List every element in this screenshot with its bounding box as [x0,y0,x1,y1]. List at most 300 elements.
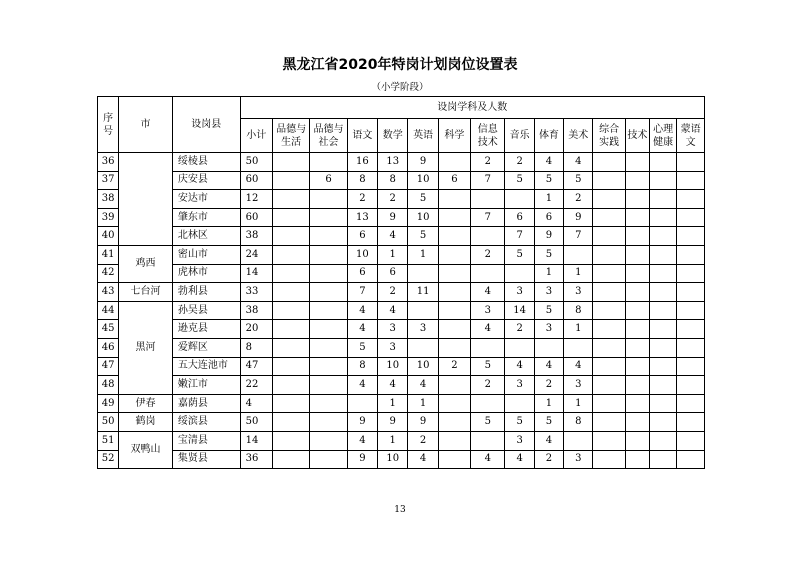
value-cell: 6 [505,208,534,227]
value-cell [471,190,505,209]
value-cell: 3 [534,283,563,302]
value-cell [471,264,505,283]
value-cell [593,357,625,376]
value-cell: 10 [378,450,408,469]
value-cell [310,413,347,432]
value-cell: 1 [408,394,438,413]
value-cell [677,227,705,246]
value-cell: 7 [347,283,377,302]
value-cell: 2 [471,153,505,172]
value-cell: 38 [240,301,272,320]
value-cell [677,283,705,302]
header-subject-text: 数学 [382,130,403,141]
value-cell: 3 [534,320,563,339]
value-cell: 9 [408,153,438,172]
row-number: 47 [98,357,119,376]
value-cell [438,450,470,469]
value-cell [438,208,470,227]
value-cell [625,190,649,209]
value-cell [310,190,347,209]
value-cell: 4 [347,376,377,395]
value-cell: 5 [471,357,505,376]
value-cell: 2 [378,283,408,302]
header-subject-text: 音乐 [509,130,530,141]
value-cell [438,190,470,209]
value-cell [677,450,705,469]
header-subject [471,119,505,153]
value-cell: 60 [240,208,272,227]
value-cell [650,227,677,246]
value-cell: 4 [505,357,534,376]
header-subject [564,119,593,153]
value-cell: 4 [564,153,593,172]
value-cell [593,413,625,432]
value-cell [272,283,309,302]
value-cell: 4 [505,450,534,469]
value-cell [272,320,309,339]
value-cell [438,394,470,413]
value-cell: 7 [471,208,505,227]
page-number: 13 [394,505,406,515]
value-cell [272,245,309,264]
value-cell: 8 [347,171,377,190]
value-cell [505,394,534,413]
header-subject [310,119,347,153]
header-subject-text: 综合 [599,123,620,135]
value-cell: 7 [505,227,534,246]
value-cell: 2 [347,190,377,209]
value-cell: 9 [378,208,408,227]
value-cell: 1 [564,264,593,283]
value-cell [650,376,677,395]
value-cell [677,413,705,432]
table-row [98,394,705,413]
table-row [98,153,705,172]
value-cell [310,431,347,450]
city-cell: 伊春 [119,394,173,413]
value-cell [310,450,347,469]
value-cell [310,245,347,264]
header-subject-text: 社会 [318,136,339,148]
value-cell [408,301,438,320]
county-cell: 绥棱县 [172,153,240,172]
value-cell [471,394,505,413]
value-cell: 1 [564,320,593,339]
value-cell: 3 [471,301,505,320]
value-cell: 2 [408,431,438,450]
value-cell: 8 [347,357,377,376]
header-subject-text: 健康 [653,136,674,148]
value-cell: 5 [505,171,534,190]
value-cell: 2 [534,376,563,395]
value-cell [650,431,677,450]
county-cell: 爱辉区 [172,338,240,357]
value-cell [625,413,649,432]
value-cell: 1 [534,190,563,209]
header-seq [98,97,119,153]
value-cell: 4 [534,431,563,450]
value-cell: 4 [564,357,593,376]
value-cell [625,227,649,246]
value-cell [677,264,705,283]
value-cell: 6 [347,264,377,283]
value-cell [438,338,470,357]
value-cell [310,394,347,413]
value-cell [310,376,347,395]
value-cell [650,245,677,264]
header-subject-text: 文 [685,136,696,148]
value-cell [471,338,505,357]
value-cell [677,376,705,395]
header-subject-text: 品德与 [313,123,344,135]
header-subject [240,119,272,153]
city-cell: 七台河 [119,283,173,302]
value-cell [650,357,677,376]
value-cell [593,245,625,264]
value-cell [408,264,438,283]
header-subject [534,119,563,153]
row-number: 50 [98,413,119,432]
header-subject [408,119,438,153]
row-number: 43 [98,283,119,302]
value-cell: 5 [534,413,563,432]
value-cell: 1 [408,245,438,264]
row-number: 52 [98,450,119,469]
value-cell [593,283,625,302]
value-cell: 8 [564,301,593,320]
row-number: 39 [98,208,119,227]
value-cell: 4 [471,320,505,339]
value-cell [625,338,649,357]
value-cell [650,283,677,302]
value-cell: 4 [347,320,377,339]
value-cell: 60 [240,171,272,190]
value-cell [650,171,677,190]
value-cell [438,283,470,302]
header-subject [505,119,534,153]
value-cell [625,450,649,469]
value-cell: 9 [534,227,563,246]
value-cell: 9 [378,413,408,432]
value-cell: 8 [240,338,272,357]
value-cell: 10 [347,245,377,264]
header-subject-text: 美术 [568,130,589,141]
document-subtitle: （小学阶段） [371,82,429,93]
header-county: 设岗县 [172,97,240,153]
value-cell [438,264,470,283]
value-cell: 10 [408,357,438,376]
table-row [98,264,705,283]
header-seq-line2: 号 [103,125,114,137]
value-cell [593,301,625,320]
value-cell: 16 [347,153,377,172]
value-cell: 3 [564,376,593,395]
value-cell: 5 [408,190,438,209]
value-cell: 13 [378,153,408,172]
value-cell [593,227,625,246]
value-cell: 8 [564,413,593,432]
county-cell: 肇东市 [172,208,240,227]
value-cell: 3 [564,450,593,469]
value-cell: 2 [505,320,534,339]
value-cell [272,357,309,376]
value-cell [677,153,705,172]
value-cell [677,394,705,413]
header-subject-text: 体育 [538,130,559,141]
value-cell [677,431,705,450]
value-cell: 2 [471,376,505,395]
value-cell: 10 [378,357,408,376]
value-cell [650,450,677,469]
county-cell: 勃利县 [172,283,240,302]
value-cell [650,208,677,227]
value-cell [677,357,705,376]
value-cell [310,283,347,302]
value-cell [272,301,309,320]
header-subject [593,119,625,153]
value-cell [505,264,534,283]
county-cell: 北林区 [172,227,240,246]
value-cell [438,376,470,395]
value-cell [310,227,347,246]
value-cell [677,208,705,227]
table-row [98,431,705,450]
table-row [98,208,705,227]
value-cell [438,227,470,246]
table-header [98,97,705,153]
value-cell [593,171,625,190]
value-cell [534,338,563,357]
table-row [98,357,705,376]
value-cell [272,153,309,172]
value-cell [650,338,677,357]
value-cell: 6 [534,208,563,227]
value-cell [593,208,625,227]
header-subject-text: 信息 [477,123,498,135]
table-row [98,338,705,357]
header-subject-text: 心理 [653,123,674,135]
value-cell: 5 [347,338,377,357]
header-subject-text: 科学 [444,130,465,141]
value-cell: 8 [378,171,408,190]
city-cell: 鸡西 [119,245,173,282]
table-row [98,245,705,264]
value-cell [505,190,534,209]
value-cell [310,264,347,283]
value-cell [272,208,309,227]
header-subject-text: 实践 [599,136,620,148]
header-subject-text: 技术 [477,136,498,148]
county-cell: 嘉荫县 [172,394,240,413]
table-row [98,320,705,339]
value-cell: 2 [378,190,408,209]
value-cell [593,450,625,469]
value-cell: 4 [378,376,408,395]
value-cell: 24 [240,245,272,264]
value-cell [677,338,705,357]
value-cell: 1 [534,264,563,283]
value-cell: 22 [240,376,272,395]
value-cell: 4 [534,153,563,172]
value-cell: 2 [564,190,593,209]
header-subject-text: 技术 [627,130,648,141]
value-cell [310,208,347,227]
value-cell: 5 [564,171,593,190]
value-cell: 50 [240,413,272,432]
value-cell: 1 [378,245,408,264]
value-cell [650,153,677,172]
value-cell [625,357,649,376]
table-row [98,190,705,209]
header-seq-line1: 序 [103,112,114,124]
value-cell [593,376,625,395]
county-cell: 安达市 [172,190,240,209]
row-number: 49 [98,394,119,413]
value-cell [272,450,309,469]
value-cell: 20 [240,320,272,339]
value-cell [272,394,309,413]
value-cell: 4 [471,450,505,469]
positions-table [97,96,705,469]
header-subject-text: 小计 [246,130,267,141]
value-cell [625,301,649,320]
value-cell [677,320,705,339]
value-cell [347,394,377,413]
value-cell [438,413,470,432]
value-cell [310,338,347,357]
value-cell: 10 [408,171,438,190]
county-cell: 逊克县 [172,320,240,339]
value-cell [272,264,309,283]
value-cell: 4 [408,376,438,395]
value-cell: 9 [347,413,377,432]
value-cell: 3 [378,320,408,339]
county-cell: 孙吴县 [172,301,240,320]
table-row [98,301,705,320]
value-cell [310,357,347,376]
value-cell [593,338,625,357]
row-number: 42 [98,264,119,283]
city-cell: 黑河 [119,301,173,394]
value-cell: 6 [347,227,377,246]
value-cell: 1 [378,431,408,450]
value-cell [272,376,309,395]
row-number: 46 [98,338,119,357]
value-cell: 5 [408,227,438,246]
value-cell [593,190,625,209]
value-cell [272,190,309,209]
value-cell [625,208,649,227]
value-cell: 4 [471,283,505,302]
table-row [98,413,705,432]
value-cell: 3 [564,283,593,302]
value-cell: 5 [505,245,534,264]
value-cell: 1 [534,394,563,413]
header-subject-text: 生活 [281,136,302,148]
value-cell: 9 [408,413,438,432]
header-subject [378,119,408,153]
value-cell [310,153,347,172]
county-cell: 五大连池市 [172,357,240,376]
value-cell: 3 [505,376,534,395]
value-cell: 50 [240,153,272,172]
header-subject [438,119,470,153]
value-cell [471,431,505,450]
value-cell [272,171,309,190]
header-subject-group: 设岗学科及人数 [240,97,704,119]
value-cell: 3 [378,338,408,357]
row-number: 40 [98,227,119,246]
value-cell: 47 [240,357,272,376]
row-number: 44 [98,301,119,320]
value-cell [677,301,705,320]
value-cell [625,283,649,302]
value-cell [625,245,649,264]
city-cell: 鹤岗 [119,413,173,432]
value-cell [677,190,705,209]
value-cell: 6 [438,171,470,190]
value-cell [272,227,309,246]
table-row [98,376,705,395]
value-cell [505,338,534,357]
header-subject [272,119,309,153]
value-cell [438,245,470,264]
county-cell: 集贤县 [172,450,240,469]
value-cell [310,320,347,339]
value-cell [677,171,705,190]
value-cell [625,320,649,339]
city-cell [119,153,173,246]
row-number: 36 [98,153,119,172]
header-subject-text: 蒙语 [680,123,701,135]
county-cell: 嫩江市 [172,376,240,395]
value-cell [593,431,625,450]
county-cell: 绥滨县 [172,413,240,432]
value-cell [677,245,705,264]
table-body [98,153,705,469]
value-cell [438,431,470,450]
value-cell [438,153,470,172]
row-number: 45 [98,320,119,339]
value-cell: 3 [505,283,534,302]
value-cell [564,338,593,357]
value-cell [408,338,438,357]
value-cell [272,413,309,432]
value-cell: 5 [534,245,563,264]
header-city: 市 [119,97,173,153]
row-number: 37 [98,171,119,190]
value-cell [593,320,625,339]
value-cell [650,320,677,339]
county-cell: 宝清县 [172,431,240,450]
value-cell [625,431,649,450]
value-cell: 5 [534,301,563,320]
value-cell: 36 [240,450,272,469]
value-cell [650,413,677,432]
value-cell [625,264,649,283]
value-cell: 1 [564,394,593,413]
value-cell: 3 [408,320,438,339]
value-cell [625,376,649,395]
value-cell: 4 [347,431,377,450]
value-cell: 38 [240,227,272,246]
value-cell: 2 [438,357,470,376]
value-cell: 4 [347,301,377,320]
value-cell: 1 [378,394,408,413]
value-cell [625,153,649,172]
value-cell: 13 [347,208,377,227]
value-cell: 10 [408,208,438,227]
